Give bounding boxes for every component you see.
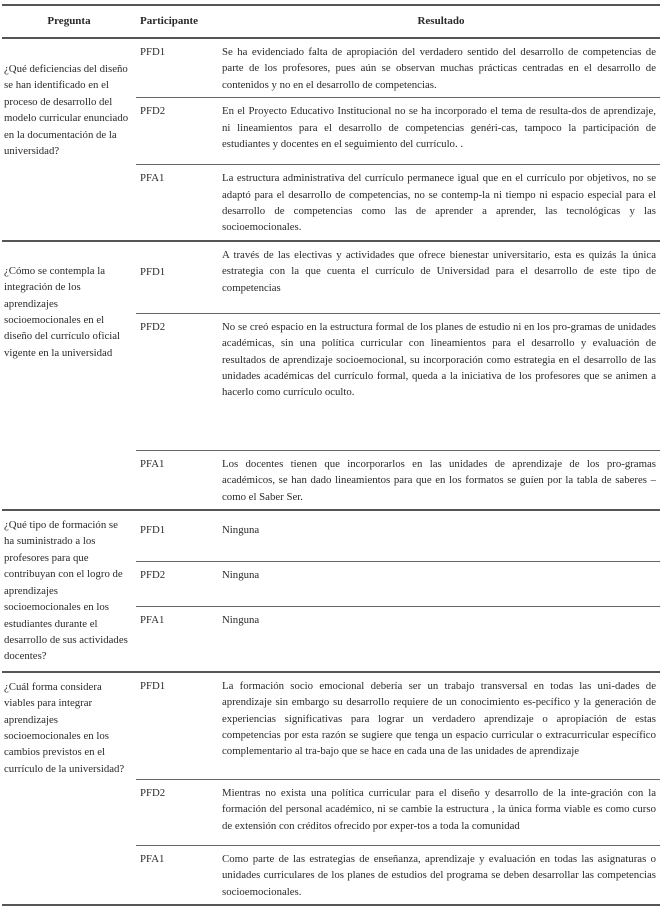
header-resultado: Resultado [417,15,465,28]
participant-code: PFD1 [140,265,166,278]
question-text: ¿Qué deficiencias del diseño se han identificado en el proceso de desarrollo del modelo curricular enunciado en la documentación de la universidad? [4,63,129,158]
participant-code: PFD2 [140,320,166,333]
question-text: ¿Cómo se contempla la integración de los aprendizajes socioemocionales en el diseño del currículo oficial vigente en la universidad [4,264,121,359]
table-row [136,164,660,240]
result-text: La formación socio emocional debería ser un trabajo transversal en todas las uni-dades de aprendizaje sin embargo su desarrollo requiere de un conocimiento es-pecífico y la generación de experiencias significativas para lograr un verdadero aprendizaje o apropiación de estas competencias por esta razón se sugiere que tenga un espacio curricular o extracurricular específico complementario al tra-bajo que se hace en cada una de las unidades de aprendizaje [222,679,656,758]
result-text: Mientras no exista una política curricular para el diseño y desarrollo de la inte-gración con la formación del personal académico, ni se cambie la estructura , la única forma viable es como curso de extensión con créditos ofrecido por exper-tos a toda la comunidad [222,786,656,832]
table-row [136,450,660,509]
result-text: Ninguna [222,614,260,627]
table-row [136,673,660,779]
table-row [136,845,660,904]
question-group-1 [2,39,660,242]
participant-code: PFD2 [140,569,166,582]
participant-code: PFD2 [140,786,166,799]
header-participante: Participante [140,15,199,28]
table-header [2,6,660,39]
table-row [136,39,660,97]
participant-code: PFD1 [140,679,166,692]
result-text: Se ha evidenciado falta de apropiación del verdadero sentido del desarrollo de competencias de parte de los profesores, pues aún se observan muchas prácticas centradas en el desarrollo de contenidos y no en el desarrollo de competencias. [222,46,656,91]
table-row [136,511,660,561]
participant-code: PFD1 [140,46,166,58]
question-group-3 [2,511,660,673]
table-row [136,242,660,313]
participant-code: PFA1 [140,172,165,185]
participant-code: PFA1 [140,457,165,470]
result-text: Ninguna [222,569,260,582]
question-text: ¿Cuál forma considera viables para integrar aprendizajes socioemocionales en los cambios previstos en el currículo de la universidad? [4,680,125,775]
result-text: En el Proyecto Educativo Institucional no se ha incorporado el tema de resulta-dos de aprendizaje, ni lineamientos para el desarrollo de competencias genéri-cas, tampoco la participación de estudiantes y docentes en el seguimiento del currículo. . [222,105,656,151]
question-group-2 [2,242,660,511]
result-text: No se creó espacio en la estructura formal de los planes de estudio ni en los pro-gramas de unidades académicas, sin una política curricular con lineamientos para el desarrollo y evaluación de resultados de aprendizaje socioemocional, su incorporación como estrategia en el desarrollo de las unidades académicas del currículo formal, queda a la iniciativa de los profesores que se animen a hacerlo como currículo oculto. [222,320,656,399]
participant-code: PFA1 [140,614,165,627]
result-text: Ninguna [222,524,260,537]
result-text: A través de las electivas y actividades que ofrece bienestar universitario, esta es quizás la única estrategia con la que cuenta el currículo de Universidad para el desarrollo de este tipo de competencias [222,248,656,294]
header-pregunta: Pregunta [47,15,91,28]
results-table [2,4,660,906]
participant-code: PFD1 [140,524,166,537]
table-row [136,97,660,164]
result-text: Como parte de las estrategias de enseñanza, aprendizaje y evaluación en todas las asignaturas o unidades curriculares de los planes de estudios del programa se deben desarrollar las competencias socioemocionales. [222,852,656,898]
question-text: ¿Qué tipo de formación se ha suministrado a los profesores para que contribuyan con el logro de aprendizajes socioemocionales en los estudiantes durante el desarrollo de sus actividades docentes? [4,519,128,663]
table-row [136,606,660,651]
table-row [136,779,660,845]
participant-code: PFD2 [140,105,166,118]
result-text: La estructura administrativa del currículo permanece igual que en el currículo por objetivos, no se adaptó para el desarrollo de competencias, no se contemp-la ni tiempo ni espacio especial para el desarrollo de competencias como las de aprender a aprender, las tecnológicas y las socioemocionales. [222,172,656,234]
table-row [136,561,660,606]
table-row [136,313,660,450]
result-text: Los docentes tienen que incorporarlos en las unidades de aprendizaje de los pro-gramas académicos, se han dado lineamientos para que en los formatos se guíen por la tabla de saberes –como el Saber Ser. [222,457,656,503]
participant-code: PFA1 [140,852,165,865]
question-group-4 [2,673,660,906]
